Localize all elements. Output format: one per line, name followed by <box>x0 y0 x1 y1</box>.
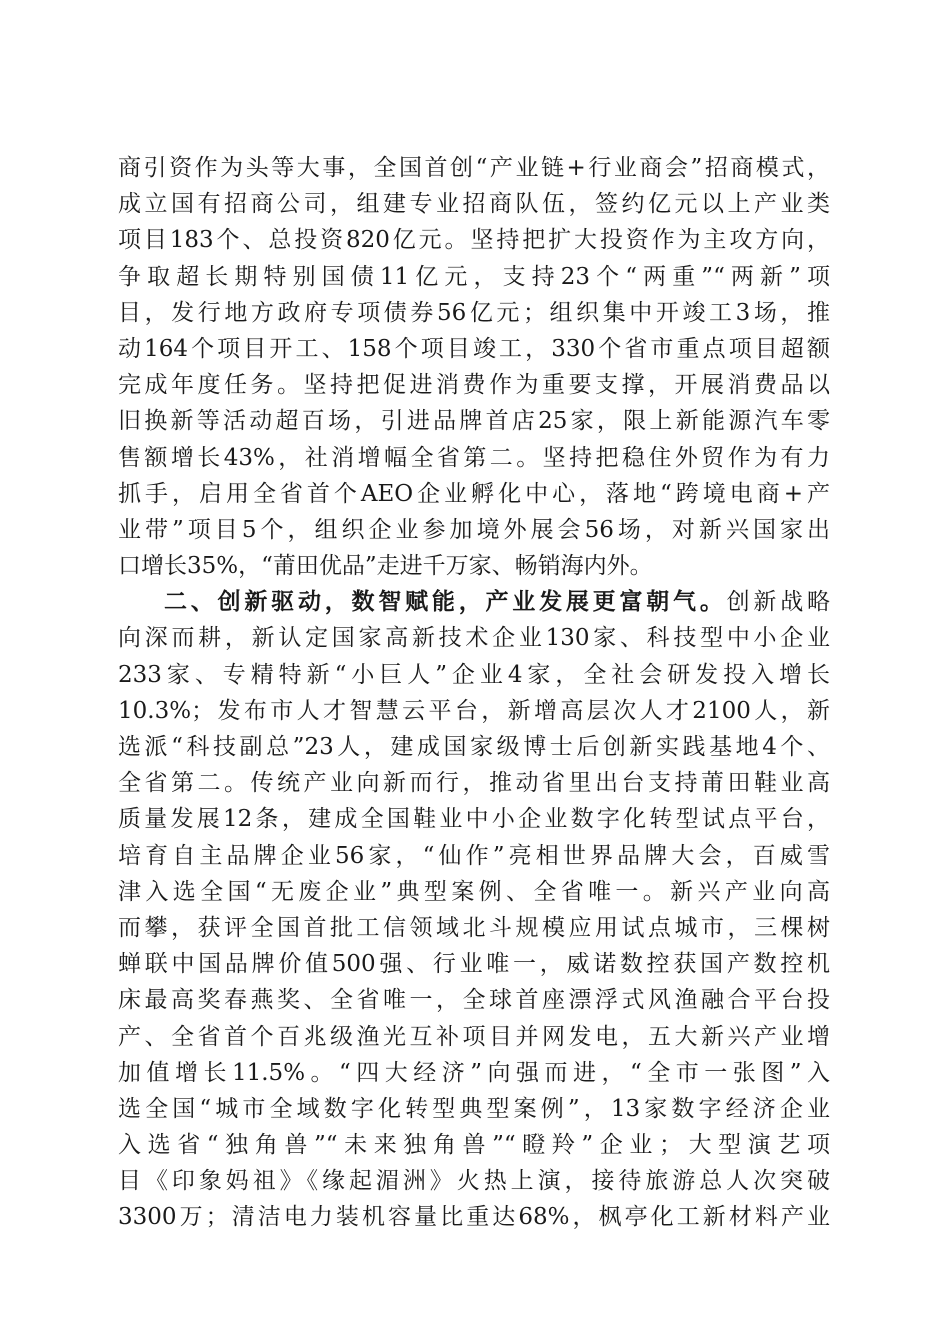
text-line: 蝉联中国品牌价值500强、行业唯一，威诺数控获国产数控机 <box>118 951 830 978</box>
text-line: 质量发展12条，建成全国鞋业中小企业数字化转型试点平台， <box>118 806 830 833</box>
text-line: 争取超长期特别国债11亿元，支持23个“两重”“两新”项 <box>118 263 830 290</box>
text-line: 233家、专精特新“小巨人”企业4家，全社会研发投入增长 <box>118 661 830 688</box>
text-line: 10.3%；发布市人才智慧云平台，新增高层次人才2100人，新 <box>118 697 830 724</box>
text-line: 完成年度任务。坚持把促进消费作为重要支撑，开展消费品以 <box>118 372 830 399</box>
text-line: 目，发行地方政府专项债券56亿元；组织集中开竣工3场，推 <box>118 299 830 326</box>
text-line: 动164个项目开工、158个项目竣工，330个省市重点项目超额 <box>118 335 830 362</box>
text-line: 售额增长43%，社消增幅全省第二。坚持把稳住外贸作为有力 <box>118 444 830 471</box>
text-line: 培育自主品牌企业56家，“仙作”亮相世界品牌大会，百威雪 <box>118 842 830 869</box>
body-text <box>118 150 830 1236</box>
text-line: 加值增长11.5%。“四大经济”向强而进，“全市一张图”入 <box>118 1059 830 1086</box>
section-heading: 二、创新驱动，数智赋能，产业发展更富朝气。 <box>164 588 727 616</box>
text-line: 抓手，启用全省首个AEO企业孵化中心，落地“跨境电商+产 <box>118 480 830 507</box>
heading-line-rest: 创新战略 <box>726 589 831 616</box>
text-line: 3300万；清洁电力装机容量比重达68%，枫亭化工新材料产业 <box>118 1204 830 1231</box>
text-line: 选全国“城市全域数字化转型典型案例”，13家数字经济企业 <box>118 1095 830 1122</box>
paragraph-investment <box>118 150 830 584</box>
text-line: 项目183个、总投资820亿元。坚持把扩大投资作为主攻方向， <box>118 227 830 254</box>
text-line: 口增长35%，“莆田优品”走进千万家、畅销海内外。 <box>118 553 653 580</box>
text-line: 产、全省首个百兆级渔光互补项目并网发电，五大新兴产业增 <box>118 1023 830 1050</box>
paragraph-innovation <box>118 584 830 1235</box>
text-line: 成立国有招商公司，组建专业招商队伍，签约亿元以上产业类 <box>118 191 830 218</box>
text-line: 目《印象妈祖》《缘起湄洲》火热上演，接待旅游总人次突破 <box>118 1168 830 1195</box>
text-line: 而攀，获评全国首批工信领域北斗规模应用试点城市，三棵树 <box>118 914 830 941</box>
text-line: 津入选全国“无废企业”典型案例、全省唯一。新兴产业向高 <box>118 878 830 905</box>
text-line: 商引资作为头等大事，全国首创“产业链+行业商会”招商模式， <box>118 155 830 181</box>
paragraph-first-line <box>118 584 830 620</box>
text-line: 旧换新等活动超百场，引进品牌首店25家，限上新能源汽车零 <box>118 408 830 435</box>
text-line: 全省第二。传统产业向新而行，推动省里出台支持莆田鞋业高 <box>118 770 830 797</box>
text-line: 业带”项目5个，组织企业参加境外展会56场，对新兴国家出 <box>118 516 830 543</box>
text-line: 向深而耕，新认定国家高新技术企业130家、科技型中小企业 <box>118 625 830 652</box>
text-line: 入选省“独角兽”“未来独角兽”“瞪羚”企业；大型演艺项 <box>118 1132 830 1159</box>
text-line: 床最高奖春燕奖、全省唯一，全球首座漂浮式风渔融合平台投 <box>118 987 830 1014</box>
text-line: 选派“科技副总”23人，建成国家级博士后创新实践基地4个、 <box>118 734 830 760</box>
